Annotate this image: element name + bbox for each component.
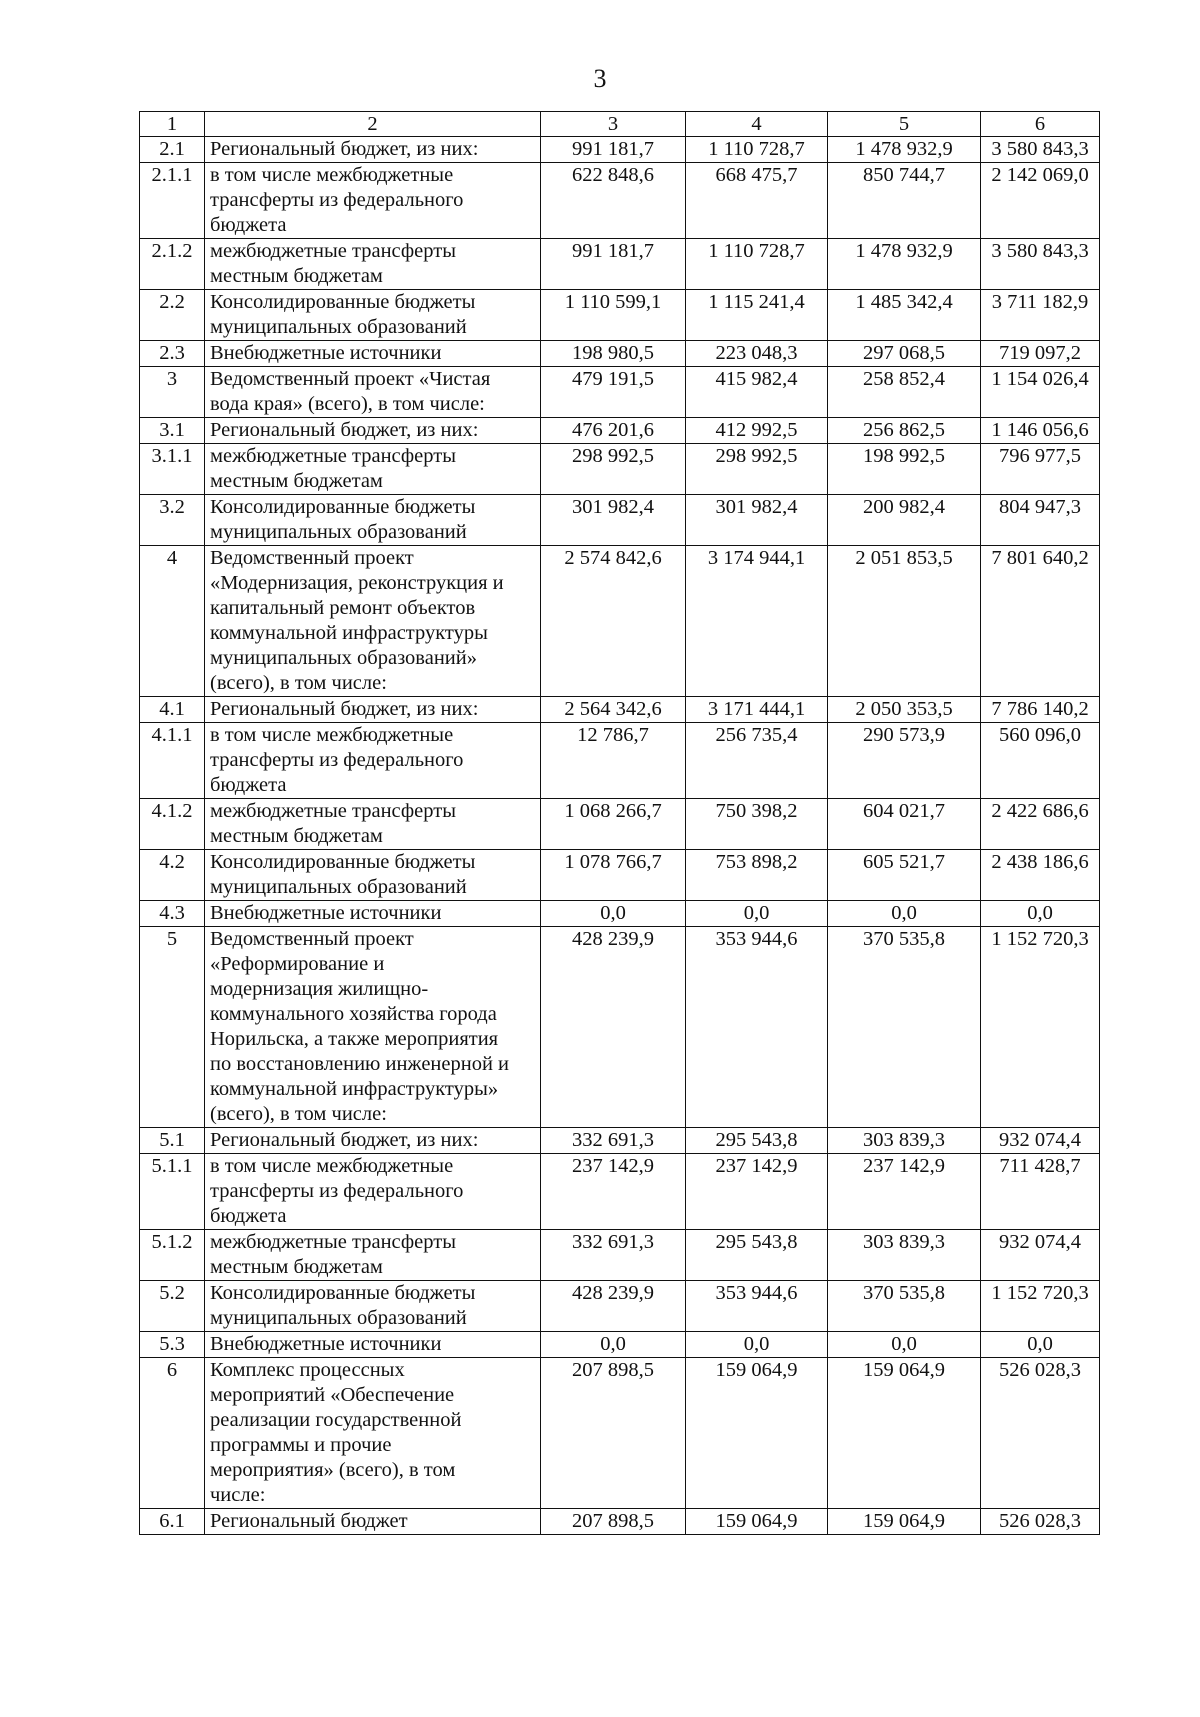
value-col-4-cell: 3 171 444,1: [686, 697, 828, 723]
table-row: [140, 1281, 1100, 1332]
value-col-4-cell: 1 110 728,7: [686, 137, 828, 163]
value-col-4-cell: 412 992,5: [686, 418, 828, 444]
table-row: [140, 239, 1100, 290]
table-row: [140, 495, 1100, 546]
value-col-6-cell: 7 786 140,2: [981, 697, 1100, 723]
value-col-3-cell: 1 068 266,7: [541, 799, 686, 850]
row-name-cell: межбюджетные трансферты местным бюджетам: [205, 1230, 541, 1281]
value-col-4-cell: 353 944,6: [686, 927, 828, 1128]
table-row: [140, 1154, 1100, 1230]
table-row: [140, 697, 1100, 723]
row-code-cell: 2.1.2: [140, 239, 205, 290]
value-col-6-cell: 7 801 640,2: [981, 546, 1100, 697]
value-col-6-cell: 3 711 182,9: [981, 290, 1100, 341]
value-col-4-cell: 0,0: [686, 901, 828, 927]
value-col-3-cell: 0,0: [541, 1332, 686, 1358]
row-code-cell: 4.1.2: [140, 799, 205, 850]
value-col-3-cell: 332 691,3: [541, 1230, 686, 1281]
table-row: [140, 799, 1100, 850]
table-row: [140, 546, 1100, 697]
table-row: [140, 850, 1100, 901]
value-col-5-cell: 0,0: [828, 1332, 981, 1358]
row-code-cell: 2.2: [140, 290, 205, 341]
table-row: [140, 367, 1100, 418]
value-col-3-cell: 991 181,7: [541, 239, 686, 290]
value-col-3-cell: 298 992,5: [541, 444, 686, 495]
value-col-5-cell: 2 050 353,5: [828, 697, 981, 723]
row-code-cell: 5.3: [140, 1332, 205, 1358]
table-header-row: [140, 112, 1100, 137]
value-col-3-cell: 476 201,6: [541, 418, 686, 444]
row-code-cell: 6: [140, 1358, 205, 1509]
value-col-6-cell: 719 097,2: [981, 341, 1100, 367]
value-col-5-cell: 258 852,4: [828, 367, 981, 418]
value-col-5-cell: 850 744,7: [828, 163, 981, 239]
row-name-cell: Ведомственный проект «Реформирование и модернизация жилищно- коммунального хозяйства города Норильска, а также мероприятия по восстановлению инженерной и коммунальной инфраструктуры» (всего), в том числе:: [205, 927, 541, 1128]
table-body: [140, 137, 1100, 1535]
value-col-6-cell: 804 947,3: [981, 495, 1100, 546]
value-col-3-cell: 198 980,5: [541, 341, 686, 367]
value-col-3-cell: 2 564 342,6: [541, 697, 686, 723]
value-col-6-cell: 0,0: [981, 1332, 1100, 1358]
value-col-3-cell: 428 239,9: [541, 1281, 686, 1332]
value-col-4-cell: 295 543,8: [686, 1230, 828, 1281]
value-col-5-cell: 159 064,9: [828, 1509, 981, 1535]
row-code-cell: 4.1.1: [140, 723, 205, 799]
value-col-6-cell: 1 154 026,4: [981, 367, 1100, 418]
row-code-cell: 4.3: [140, 901, 205, 927]
value-col-4-cell: 415 982,4: [686, 367, 828, 418]
table-row: [140, 723, 1100, 799]
value-col-3-cell: 1 078 766,7: [541, 850, 686, 901]
value-col-3-cell: 12 786,7: [541, 723, 686, 799]
table-row: [140, 290, 1100, 341]
row-name-cell: Ведомственный проект «Чистая вода края» (всего), в том числе:: [205, 367, 541, 418]
table-row: [140, 418, 1100, 444]
value-col-6-cell: 711 428,7: [981, 1154, 1100, 1230]
page-number: 3: [593, 64, 607, 93]
row-code-cell: 5.1.2: [140, 1230, 205, 1281]
row-name-cell: Ведомственный проект «Модернизация, реконструкция и капитальный ремонт объектов коммунальной инфраструктуры муниципальных образований» (всего), в том числе:: [205, 546, 541, 697]
row-code-cell: 2.3: [140, 341, 205, 367]
table-row: [140, 927, 1100, 1128]
column-number-4: 4: [686, 112, 828, 137]
value-col-5-cell: 1 478 932,9: [828, 137, 981, 163]
table-row: [140, 901, 1100, 927]
value-col-6-cell: 796 977,5: [981, 444, 1100, 495]
row-code-cell: 4: [140, 546, 205, 697]
column-number-6: 6: [981, 112, 1100, 137]
value-col-6-cell: 2 438 186,6: [981, 850, 1100, 901]
value-col-4-cell: 159 064,9: [686, 1358, 828, 1509]
row-code-cell: 2.1.1: [140, 163, 205, 239]
value-col-6-cell: 1 152 720,3: [981, 1281, 1100, 1332]
value-col-4-cell: 753 898,2: [686, 850, 828, 901]
value-col-3-cell: 332 691,3: [541, 1128, 686, 1154]
row-name-cell: Региональный бюджет, из них:: [205, 418, 541, 444]
value-col-4-cell: 3 174 944,1: [686, 546, 828, 697]
table-row: [140, 1358, 1100, 1509]
row-name-cell: Внебюджетные источники: [205, 1332, 541, 1358]
value-col-5-cell: 605 521,7: [828, 850, 981, 901]
table-row: [140, 444, 1100, 495]
value-col-4-cell: 301 982,4: [686, 495, 828, 546]
value-col-6-cell: 526 028,3: [981, 1509, 1100, 1535]
row-name-cell: Региональный бюджет: [205, 1509, 541, 1535]
row-name-cell: Внебюджетные источники: [205, 901, 541, 927]
row-name-cell: Консолидированные бюджеты муниципальных образований: [205, 1281, 541, 1332]
value-col-4-cell: 298 992,5: [686, 444, 828, 495]
value-col-4-cell: 237 142,9: [686, 1154, 828, 1230]
value-col-5-cell: 297 068,5: [828, 341, 981, 367]
value-col-4-cell: 159 064,9: [686, 1509, 828, 1535]
value-col-3-cell: 1 110 599,1: [541, 290, 686, 341]
row-code-cell: 3: [140, 367, 205, 418]
value-col-4-cell: 1 110 728,7: [686, 239, 828, 290]
value-col-6-cell: 1 152 720,3: [981, 927, 1100, 1128]
row-code-cell: 5: [140, 927, 205, 1128]
column-number-1: 1: [140, 112, 205, 137]
value-col-5-cell: 159 064,9: [828, 1358, 981, 1509]
value-col-6-cell: 0,0: [981, 901, 1100, 927]
row-code-cell: 4.2: [140, 850, 205, 901]
row-code-cell: 3.1.1: [140, 444, 205, 495]
budget-table: [139, 111, 1100, 1535]
row-code-cell: 2.1: [140, 137, 205, 163]
value-col-3-cell: 622 848,6: [541, 163, 686, 239]
value-col-5-cell: 200 982,4: [828, 495, 981, 546]
column-number-2: 2: [205, 112, 541, 137]
row-name-cell: межбюджетные трансферты местным бюджетам: [205, 239, 541, 290]
row-name-cell: Консолидированные бюджеты муниципальных образований: [205, 290, 541, 341]
row-name-cell: Комплекс процессных мероприятий «Обеспечение реализации государственной программы и прочие мероприятия» (всего), в том числе:: [205, 1358, 541, 1509]
table-row: [140, 1509, 1100, 1535]
table-row: [140, 1230, 1100, 1281]
value-col-6-cell: 932 074,4: [981, 1128, 1100, 1154]
value-col-4-cell: 1 115 241,4: [686, 290, 828, 341]
value-col-3-cell: 2 574 842,6: [541, 546, 686, 697]
value-col-5-cell: 1 485 342,4: [828, 290, 981, 341]
value-col-4-cell: 295 543,8: [686, 1128, 828, 1154]
row-code-cell: 5.2: [140, 1281, 205, 1332]
value-col-4-cell: 353 944,6: [686, 1281, 828, 1332]
value-col-3-cell: 237 142,9: [541, 1154, 686, 1230]
row-code-cell: 3.1: [140, 418, 205, 444]
value-col-3-cell: 0,0: [541, 901, 686, 927]
value-col-5-cell: 0,0: [828, 901, 981, 927]
value-col-6-cell: 2 422 686,6: [981, 799, 1100, 850]
value-col-4-cell: 668 475,7: [686, 163, 828, 239]
value-col-3-cell: 301 982,4: [541, 495, 686, 546]
table-row: [140, 341, 1100, 367]
value-col-4-cell: 223 048,3: [686, 341, 828, 367]
row-name-cell: Региональный бюджет, из них:: [205, 137, 541, 163]
value-col-5-cell: 303 839,3: [828, 1230, 981, 1281]
value-col-5-cell: 256 862,5: [828, 418, 981, 444]
value-col-4-cell: 750 398,2: [686, 799, 828, 850]
column-number-3: 3: [541, 112, 686, 137]
row-name-cell: межбюджетные трансферты местным бюджетам: [205, 799, 541, 850]
row-name-cell: в том числе межбюджетные трансферты из федерального бюджета: [205, 723, 541, 799]
value-col-5-cell: 303 839,3: [828, 1128, 981, 1154]
value-col-6-cell: 932 074,4: [981, 1230, 1100, 1281]
value-col-6-cell: 2 142 069,0: [981, 163, 1100, 239]
row-code-cell: 3.2: [140, 495, 205, 546]
row-name-cell: Внебюджетные источники: [205, 341, 541, 367]
row-name-cell: межбюджетные трансферты местным бюджетам: [205, 444, 541, 495]
value-col-5-cell: 604 021,7: [828, 799, 981, 850]
value-col-5-cell: 2 051 853,5: [828, 546, 981, 697]
value-col-4-cell: 256 735,4: [686, 723, 828, 799]
column-number-5: 5: [828, 112, 981, 137]
value-col-6-cell: 526 028,3: [981, 1358, 1100, 1509]
value-col-6-cell: 1 146 056,6: [981, 418, 1100, 444]
value-col-3-cell: 428 239,9: [541, 927, 686, 1128]
value-col-6-cell: 3 580 843,3: [981, 137, 1100, 163]
value-col-5-cell: 1 478 932,9: [828, 239, 981, 290]
row-name-cell: Региональный бюджет, из них:: [205, 697, 541, 723]
value-col-6-cell: 3 580 843,3: [981, 239, 1100, 290]
value-col-3-cell: 479 191,5: [541, 367, 686, 418]
value-col-5-cell: 198 992,5: [828, 444, 981, 495]
value-col-6-cell: 560 096,0: [981, 723, 1100, 799]
row-name-cell: Консолидированные бюджеты муниципальных образований: [205, 495, 541, 546]
value-col-3-cell: 207 898,5: [541, 1509, 686, 1535]
table-row: [140, 1332, 1100, 1358]
value-col-3-cell: 207 898,5: [541, 1358, 686, 1509]
row-name-cell: в том числе межбюджетные трансферты из федерального бюджета: [205, 163, 541, 239]
row-code-cell: 6.1: [140, 1509, 205, 1535]
row-name-cell: в том числе межбюджетные трансферты из федерального бюджета: [205, 1154, 541, 1230]
row-name-cell: Консолидированные бюджеты муниципальных образований: [205, 850, 541, 901]
value-col-5-cell: 290 573,9: [828, 723, 981, 799]
table-row: [140, 163, 1100, 239]
row-code-cell: 5.1.1: [140, 1154, 205, 1230]
value-col-5-cell: 370 535,8: [828, 1281, 981, 1332]
value-col-3-cell: 991 181,7: [541, 137, 686, 163]
table-row: [140, 1128, 1100, 1154]
row-code-cell: 5.1: [140, 1128, 205, 1154]
row-code-cell: 4.1: [140, 697, 205, 723]
table-row: [140, 137, 1100, 163]
value-col-5-cell: 370 535,8: [828, 927, 981, 1128]
value-col-5-cell: 237 142,9: [828, 1154, 981, 1230]
value-col-4-cell: 0,0: [686, 1332, 828, 1358]
row-name-cell: Региональный бюджет, из них:: [205, 1128, 541, 1154]
